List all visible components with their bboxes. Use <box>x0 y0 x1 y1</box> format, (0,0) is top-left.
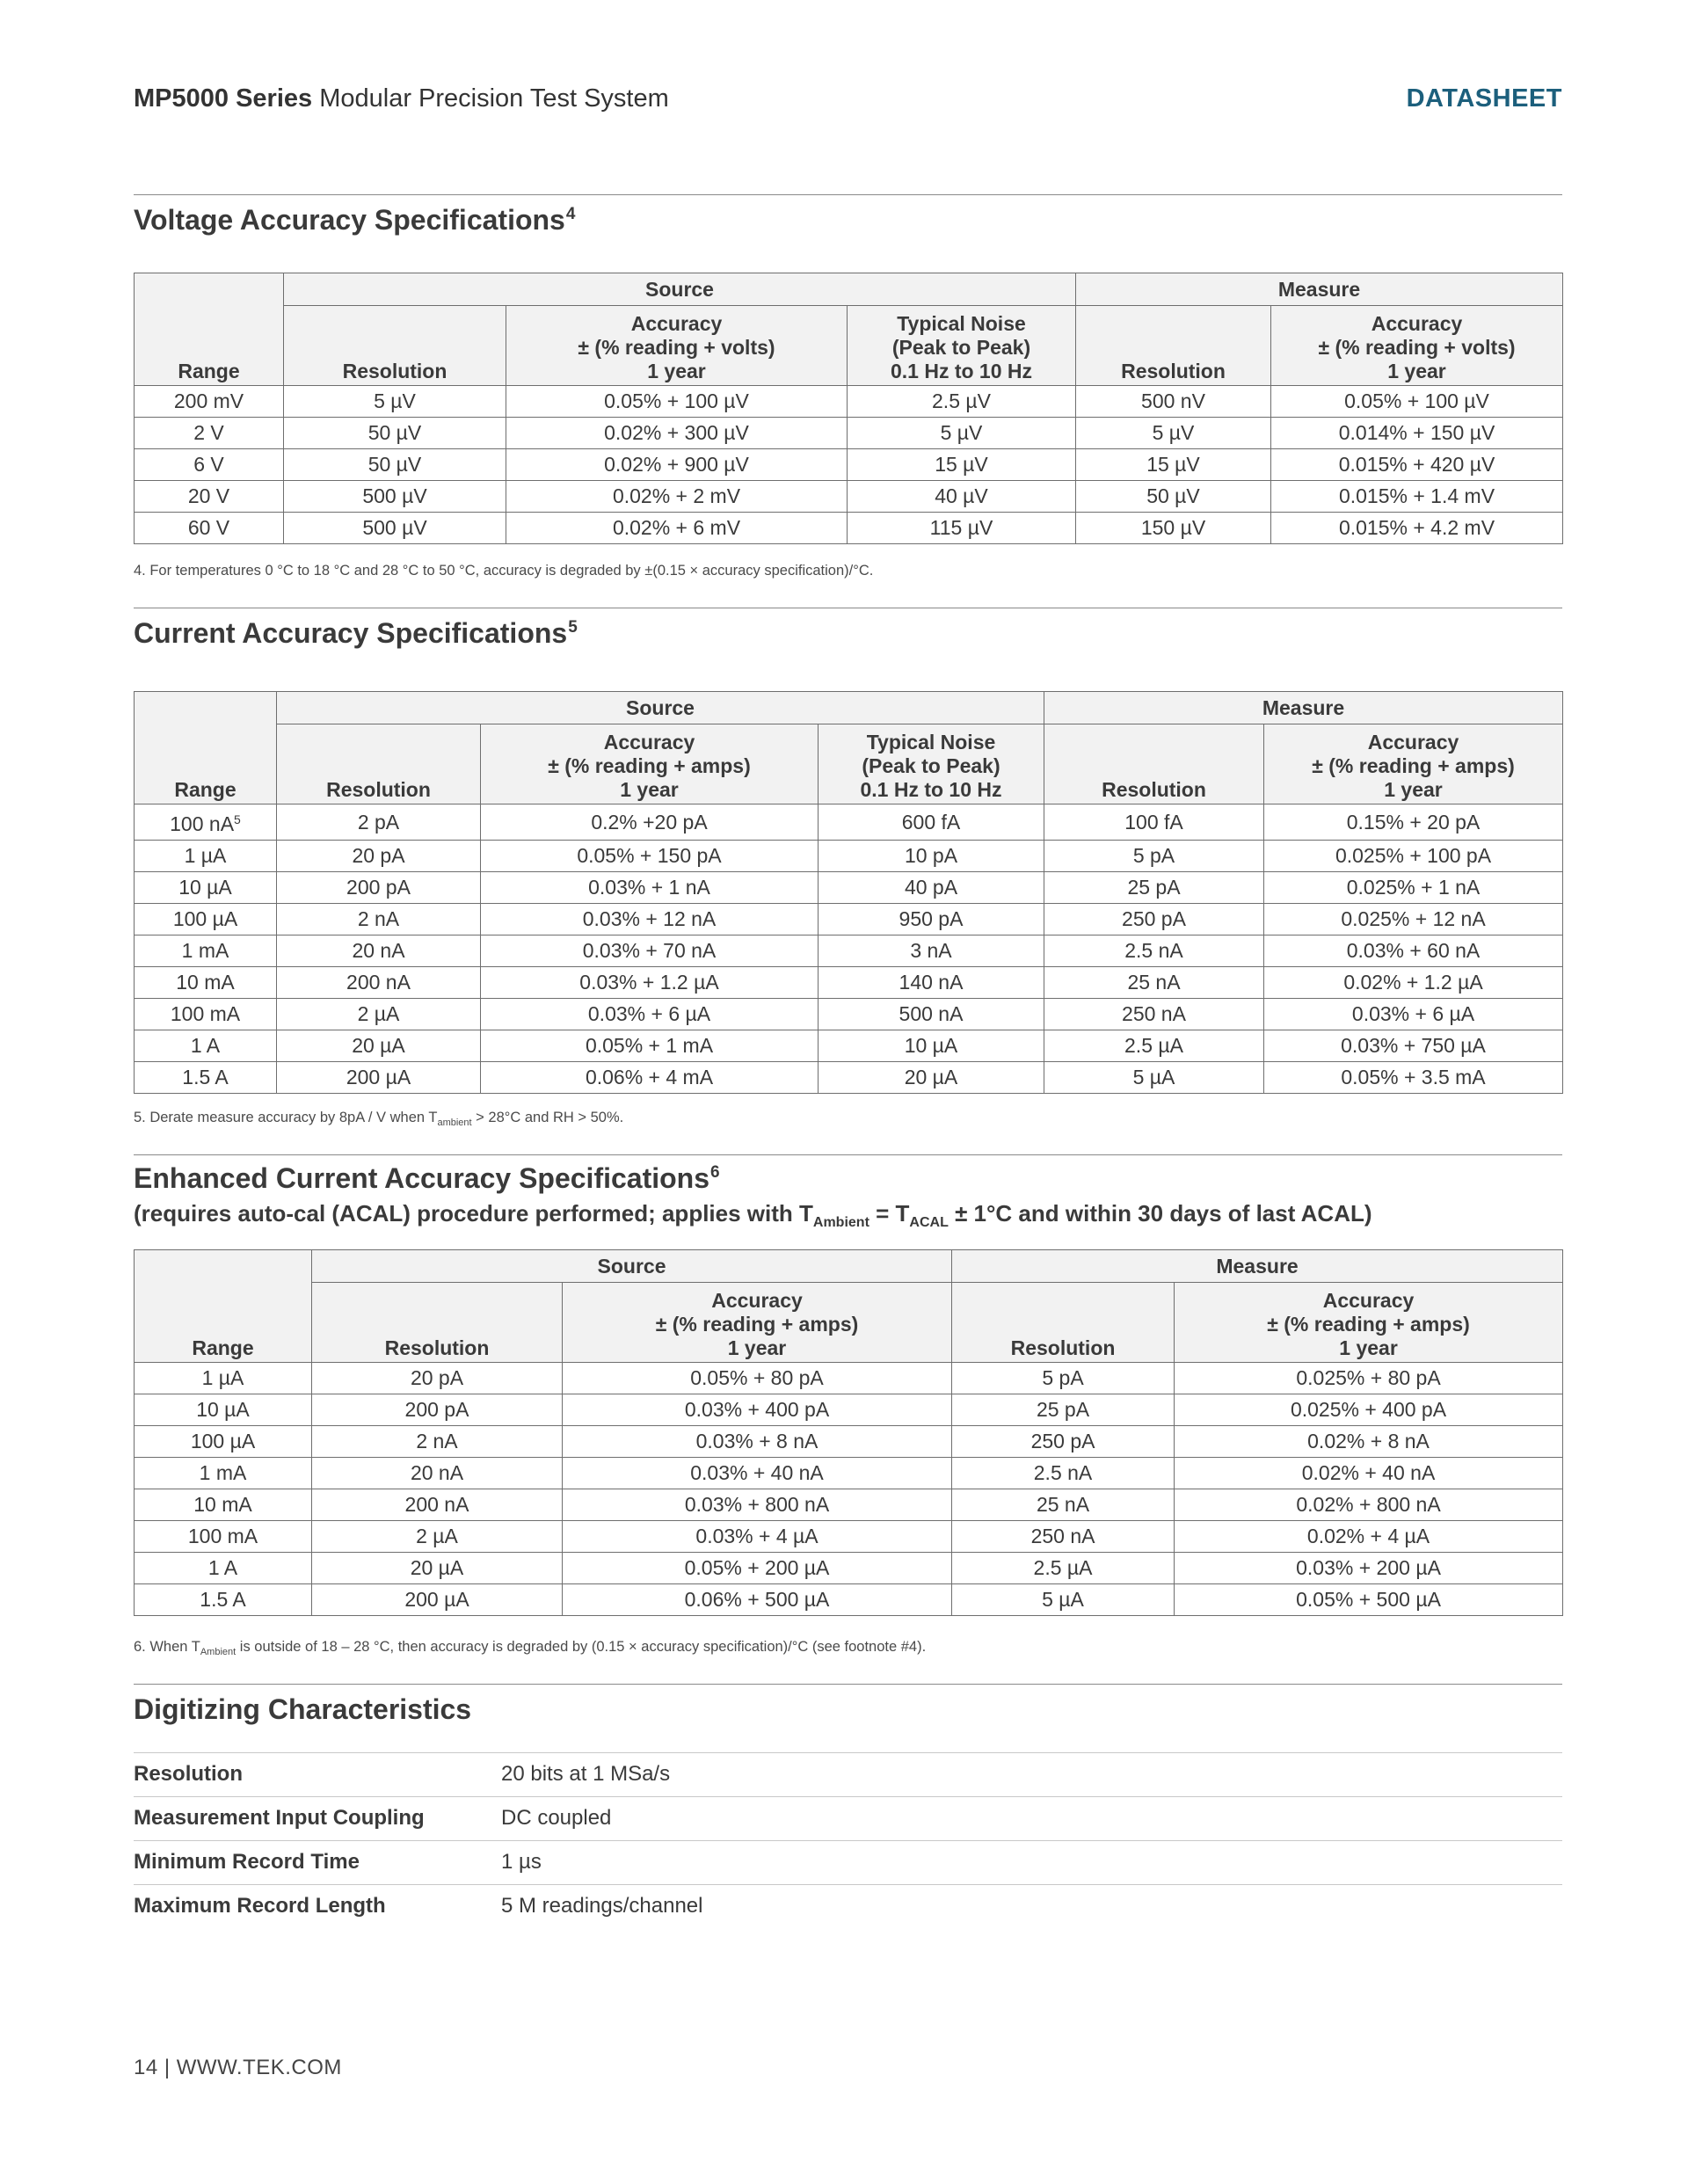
table-cell: 0.03% + 8 nA <box>563 1426 952 1458</box>
col-header-range: Range <box>135 273 284 386</box>
group-header-source: Source <box>277 692 1044 724</box>
table-cell: 2 pA <box>277 804 481 841</box>
table-cell: 2 V <box>135 418 284 449</box>
table-cell: 50 µV <box>1076 481 1271 513</box>
table-row <box>135 1521 1563 1553</box>
group-header-measure: Measure <box>1076 273 1563 306</box>
table-cell: 0.02% + 300 µV <box>506 418 848 449</box>
table-cell: 0.02% + 800 nA <box>1175 1489 1563 1521</box>
col-header-source-accuracy: Accuracy ± (% reading + amps) 1 year <box>481 724 819 804</box>
table-cell: 10 µA <box>135 872 277 904</box>
table-cell: 0.025% + 400 pA <box>1175 1394 1563 1426</box>
table-cell: 250 nA <box>1044 999 1264 1030</box>
spec-value: DC coupled <box>501 1806 612 1830</box>
table-cell: 6 V <box>135 449 284 481</box>
table-cell: 0.015% + 4.2 mV <box>1271 513 1563 544</box>
table-row <box>135 1062 1563 1094</box>
spec-label: Measurement Input Coupling <box>134 1806 425 1830</box>
table-cell: 2.5 µA <box>1044 1030 1264 1062</box>
table-cell: 15 µV <box>1076 449 1271 481</box>
table-cell: 0.02% + 4 µA <box>1175 1521 1563 1553</box>
table-cell: 40 pA <box>819 872 1044 904</box>
list-item <box>134 1884 1562 1928</box>
table-cell: 0.02% + 1.2 µA <box>1264 967 1563 999</box>
table-cell: 25 nA <box>952 1489 1175 1521</box>
table-cell: 0.03% + 800 nA <box>563 1489 952 1521</box>
table-cell: 2.5 nA <box>1044 935 1264 967</box>
col-header-source-resolution: Resolution <box>277 724 481 804</box>
table-cell: 1 A <box>135 1553 312 1584</box>
table-cell: 0.15% + 20 pA <box>1264 804 1563 841</box>
table-cell: 10 µA <box>819 1030 1044 1062</box>
table-row <box>135 967 1563 999</box>
col-header-source-accuracy: Accuracy ± (% reading + volts) 1 year <box>506 306 848 386</box>
table-cell: 100 mA <box>135 1521 312 1553</box>
table-cell: 1 µA <box>135 841 277 872</box>
digitizing-section-title: Digitizing Characteristics <box>134 1693 472 1725</box>
table-cell: 60 V <box>135 513 284 544</box>
table-cell: 0.03% + 6 µA <box>1264 999 1563 1030</box>
table-cell: 250 nA <box>952 1521 1175 1553</box>
table-cell: 200 µA <box>312 1584 563 1616</box>
table-cell: 600 fA <box>819 804 1044 841</box>
table-row <box>135 1363 1563 1394</box>
table-cell: 0.03% + 750 µA <box>1264 1030 1563 1062</box>
table-cell: 200 nA <box>277 967 481 999</box>
section-divider <box>134 194 1562 195</box>
enhanced-section-title: Enhanced Current Accuracy Specifications$^6$ <box>134 1162 720 1194</box>
col-header-measure-resolution: Resolution <box>952 1283 1175 1363</box>
table-row <box>135 1394 1563 1426</box>
table-cell: 0.03% + 60 nA <box>1264 935 1563 967</box>
table-cell: 2 µA <box>312 1521 563 1553</box>
table-cell: 2 nA <box>277 904 481 935</box>
table-row <box>135 386 1563 418</box>
table-cell: 0.06% + 4 mA <box>481 1062 819 1094</box>
table-cell: 500 nA <box>819 999 1044 1030</box>
table-cell: 10 pA <box>819 841 1044 872</box>
table-cell: 20 nA <box>277 935 481 967</box>
table-cell: 2 nA <box>312 1426 563 1458</box>
table-cell: 5 µA <box>952 1584 1175 1616</box>
table-cell: 3 nA <box>819 935 1044 967</box>
table-cell: 500 µV <box>284 513 506 544</box>
list-item <box>134 1796 1562 1840</box>
enhanced-section-subtitle: (requires auto-cal (ACAL) procedure performed; applies with $T_{Ambient} = T_{ACAL} \pm 1^\circ C$ and within 30 days of last ACAL) <box>134 1200 1372 1230</box>
table-cell: 200 pA <box>277 872 481 904</box>
table-cell: 20 µA <box>277 1030 481 1062</box>
page-header <box>134 84 1562 120</box>
table-cell: 2.5 µV <box>848 386 1076 418</box>
footnote-4: 4. For temperatures 0 °C to 18 °C and 28 °C to 50 °C, accuracy is degraded by ±(0.15 × accuracy specification)/°C. <box>134 563 874 579</box>
table-cell: 100 µA <box>135 1426 312 1458</box>
table-cell: 0.03% + 40 nA <box>563 1458 952 1489</box>
table-cell: 0.02% + 2 mV <box>506 481 848 513</box>
spec-value: 5 M readings/channel <box>501 1894 703 1918</box>
product-description: Modular Precision Test System <box>312 84 669 113</box>
table-row <box>135 841 1563 872</box>
table-cell: 0.02% + 6 mV <box>506 513 848 544</box>
table-cell: 140 nA <box>819 967 1044 999</box>
table-cell: 0.05% + 200 µA <box>563 1553 952 1584</box>
spec-label: Minimum Record Time <box>134 1850 360 1874</box>
table-cell: 20 µA <box>819 1062 1044 1094</box>
table-cell: 0.025% + 12 nA <box>1264 904 1563 935</box>
table-row <box>135 999 1563 1030</box>
product-series-name: MP5000 Series <box>134 84 313 113</box>
document-type-label: DATASHEET <box>1406 84 1562 113</box>
table-cell: 20 V <box>135 481 284 513</box>
table-row <box>135 872 1563 904</box>
table-cell: 1 A <box>135 1030 277 1062</box>
table-cell: 0.05% + 100 µV <box>1271 386 1563 418</box>
table-cell: 100 mA <box>135 999 277 1030</box>
table-cell: 50 µV <box>284 418 506 449</box>
footnote-5: 5. Derate measure accuracy by 8pA / V when $T_{ambient} > 28^\circ C$ and RH > 50%. <box>134 1110 624 1128</box>
table-cell: 1 mA <box>135 1458 312 1489</box>
table-cell: 200 µA <box>277 1062 481 1094</box>
footnote-ref: 5 <box>234 812 241 826</box>
current-accuracy-table <box>134 691 1563 1094</box>
table-row <box>135 1584 1563 1616</box>
table-cell: 0.03% + 4 µA <box>563 1521 952 1553</box>
col-header-source-resolution: Resolution <box>284 306 506 386</box>
table-cell: 20 µA <box>312 1553 563 1584</box>
table-row <box>135 1426 1563 1458</box>
table-cell: 20 pA <box>312 1363 563 1394</box>
table-row <box>135 1458 1563 1489</box>
table-cell: 0.03% + 400 pA <box>563 1394 952 1426</box>
table-cell: 10 mA <box>135 967 277 999</box>
table-cell: 250 pA <box>1044 904 1264 935</box>
voltage-accuracy-table <box>134 273 1563 544</box>
table-cell: 5 µV <box>1076 418 1271 449</box>
table-cell: 1 µA <box>135 1363 312 1394</box>
col-header-range: Range <box>135 1250 312 1363</box>
spec-label: Resolution <box>134 1762 243 1786</box>
table-cell: 20 pA <box>277 841 481 872</box>
table-cell: 200 pA <box>312 1394 563 1426</box>
table-row <box>135 418 1563 449</box>
col-header-measure-resolution: Resolution <box>1044 724 1264 804</box>
table-cell: 25 pA <box>952 1394 1175 1426</box>
col-header-measure-accuracy: Accuracy ± (% reading + amps) 1 year <box>1264 724 1563 804</box>
table-cell: 10 µA <box>135 1394 312 1426</box>
group-header-measure: Measure <box>952 1250 1563 1283</box>
table-cell: 250 pA <box>952 1426 1175 1458</box>
table-cell: 0.05% + 1 mA <box>481 1030 819 1062</box>
table-cell: 115 µV <box>848 513 1076 544</box>
table-cell: 0.03% + 1.2 µA <box>481 967 819 999</box>
table-cell: 5 µV <box>284 386 506 418</box>
table-row <box>135 904 1563 935</box>
voltage-section-title: Voltage Accuracy Specifications$^4$ <box>134 204 576 236</box>
table-cell: 2.5 nA <box>952 1458 1175 1489</box>
table-row <box>135 513 1563 544</box>
list-item <box>134 1840 1562 1884</box>
table-cell: 0.02% + 8 nA <box>1175 1426 1563 1458</box>
table-cell: 25 pA <box>1044 872 1264 904</box>
table-cell: 0.03% + 1 nA <box>481 872 819 904</box>
table-cell: 10 mA <box>135 1489 312 1521</box>
table-cell: 0.02% + 40 nA <box>1175 1458 1563 1489</box>
table-cell: 5 pA <box>1044 841 1264 872</box>
table-cell: 2.5 µA <box>952 1553 1175 1584</box>
table-cell: 0.05% + 100 µV <box>506 386 848 418</box>
table-cell: 0.2% +20 pA <box>481 804 819 841</box>
col-header-source-accuracy: Accuracy ± (% reading + amps) 1 year <box>563 1283 952 1363</box>
table-cell: 40 µV <box>848 481 1076 513</box>
digitizing-characteristics-list <box>134 1752 1562 1928</box>
col-header-measure-resolution: Resolution <box>1076 306 1271 386</box>
col-header-measure-accuracy: Accuracy ± (% reading + volts) 1 year <box>1271 306 1563 386</box>
table-cell: 5 µV <box>848 418 1076 449</box>
table-cell: 5 pA <box>952 1363 1175 1394</box>
section-divider <box>134 1154 1562 1155</box>
page-footer: 14 | WWW.TEK.COM <box>134 2056 342 2079</box>
enhanced-current-accuracy-table <box>134 1249 1563 1616</box>
table-row <box>135 935 1563 967</box>
spec-value: 1 µs <box>501 1850 542 1874</box>
table-cell: 20 nA <box>312 1458 563 1489</box>
footnote-6: 6. When $T_{Ambient}$ is outside of 18 – 28 °C, then accuracy is degraded by (0.15 × accuracy specification)/°C (see footnote #4). <box>134 1639 927 1657</box>
table-cell: 1 mA <box>135 935 277 967</box>
table-cell: 1.5 A <box>135 1584 312 1616</box>
table-cell: 0.03% + 12 nA <box>481 904 819 935</box>
table-cell: 200 mV <box>135 386 284 418</box>
spec-value: 20 bits at 1 MSa/s <box>501 1762 671 1786</box>
table-cell: 200 nA <box>312 1489 563 1521</box>
table-cell: 0.05% + 150 pA <box>481 841 819 872</box>
table-row <box>135 1030 1563 1062</box>
table-row <box>135 1489 1563 1521</box>
table-cell: 0.05% + 3.5 mA <box>1264 1062 1563 1094</box>
table-cell <box>135 804 277 841</box>
table-cell: 950 pA <box>819 904 1044 935</box>
col-header-range: Range <box>135 692 277 804</box>
table-cell: 0.02% + 900 µV <box>506 449 848 481</box>
table-cell: 0.06% + 500 µA <box>563 1584 952 1616</box>
spec-label: Maximum Record Length <box>134 1894 386 1918</box>
table-cell: 100 fA <box>1044 804 1264 841</box>
table-cell: 25 nA <box>1044 967 1264 999</box>
table-cell: 15 µV <box>848 449 1076 481</box>
current-section-title: Current Accuracy Specifications$^5$ <box>134 617 578 649</box>
table-cell: 0.025% + 1 nA <box>1264 872 1563 904</box>
table-row <box>135 804 1563 841</box>
col-header-typical-noise: Typical Noise (Peak to Peak) 0.1 Hz to 10 Hz <box>819 724 1044 804</box>
table-cell: 2 µA <box>277 999 481 1030</box>
table-cell: 0.03% + 70 nA <box>481 935 819 967</box>
table-row <box>135 481 1563 513</box>
product-title <box>134 84 669 113</box>
group-header-measure: Measure <box>1044 692 1563 724</box>
section-divider <box>134 1684 1562 1685</box>
range-value: 100 nA <box>170 812 235 835</box>
table-cell: 0.014% + 150 µV <box>1271 418 1563 449</box>
table-cell: 0.05% + 80 pA <box>563 1363 952 1394</box>
group-header-source: Source <box>312 1250 952 1283</box>
table-cell: 5 µA <box>1044 1062 1264 1094</box>
table-cell: 0.03% + 200 µA <box>1175 1553 1563 1584</box>
table-cell: 150 µV <box>1076 513 1271 544</box>
table-cell: 0.03% + 6 µA <box>481 999 819 1030</box>
table-cell: 0.05% + 500 µA <box>1175 1584 1563 1616</box>
table-cell: 500 nV <box>1076 386 1271 418</box>
group-header-source: Source <box>284 273 1076 306</box>
table-cell: 50 µV <box>284 449 506 481</box>
table-row <box>135 1553 1563 1584</box>
table-cell: 0.025% + 80 pA <box>1175 1363 1563 1394</box>
table-cell: 0.025% + 100 pA <box>1264 841 1563 872</box>
table-cell: 0.015% + 1.4 mV <box>1271 481 1563 513</box>
col-header-measure-accuracy: Accuracy ± (% reading + amps) 1 year <box>1175 1283 1563 1363</box>
table-cell: 500 µV <box>284 481 506 513</box>
col-header-typical-noise: Typical Noise (Peak to Peak) 0.1 Hz to 10 Hz <box>848 306 1076 386</box>
table-row <box>135 449 1563 481</box>
col-header-source-resolution: Resolution <box>312 1283 563 1363</box>
table-cell: 1.5 A <box>135 1062 277 1094</box>
table-cell: 0.015% + 420 µV <box>1271 449 1563 481</box>
table-cell: 100 µA <box>135 904 277 935</box>
list-item <box>134 1752 1562 1796</box>
